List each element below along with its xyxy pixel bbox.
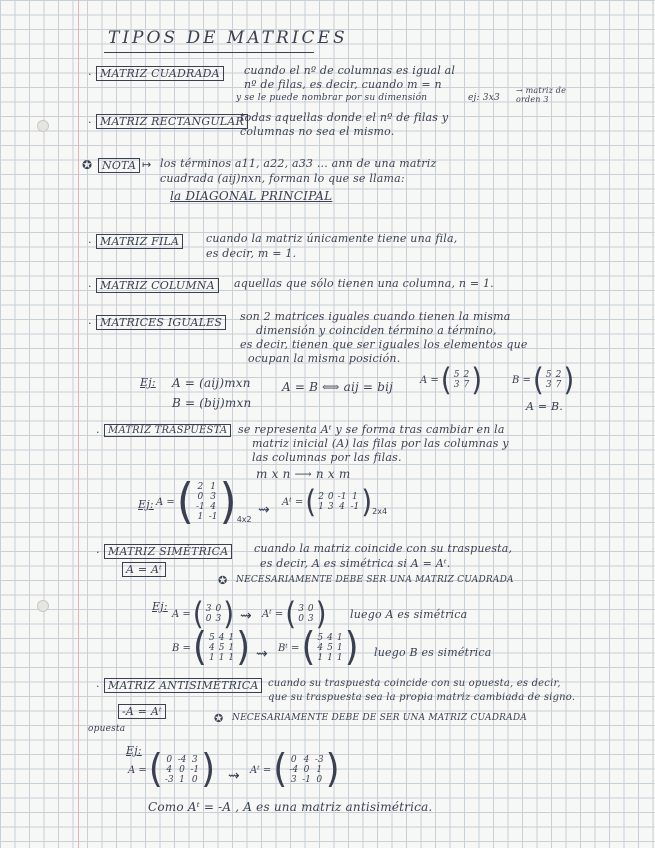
matrix-cell: 3 xyxy=(545,380,552,390)
matrix-row xyxy=(452,380,471,390)
matrix-body xyxy=(207,633,236,663)
antisimetrica-label: MATRIZ ANTISIMÉTRICA xyxy=(104,678,262,693)
matrix-cell: 4 xyxy=(327,633,333,643)
matrix-cell: 3 xyxy=(307,614,314,624)
matrix-simetrica-b: B = ( 5 4 1 4 5 1 1 1 1 ) xyxy=(172,624,251,670)
matrix-traspuesta-a: A = ( 2 1 0 3 -1 4 1 -1 ) 4x2 xyxy=(156,473,252,530)
simetrica-necesario: NECESARIAMENTE DEBE SER UNA MATRIZ CUADRADA xyxy=(236,575,514,585)
matrix-row xyxy=(207,643,236,653)
matrix-cell: 4 xyxy=(166,765,173,775)
binder-hole xyxy=(37,600,49,612)
matrix-cell: -1 xyxy=(190,765,200,775)
traspuesta-ej: Ej: xyxy=(138,498,154,511)
page-title: TIPOS DE MATRICES xyxy=(108,28,348,48)
matrix-cell: 7 xyxy=(463,380,470,390)
matrix-body xyxy=(316,492,361,512)
matrix-row xyxy=(194,492,220,502)
matrix-cell: 4 xyxy=(317,643,324,653)
rectangular-line2: columnas no sea el mismo. xyxy=(240,125,395,138)
matrix-traspuesta-at: Aᵗ = ( 2 0 -1 1 1 3 4 -1 ) 2x4 xyxy=(282,483,388,520)
simetrica-line2: es decir, A es simétrica si A = Aᵗ. xyxy=(260,557,451,570)
bullet: · xyxy=(96,426,100,439)
matrix-iguales-a: A = ( 5 2 3 7 ) xyxy=(420,361,483,398)
nota-line1: los términos a11, a22, a33 ... ann de una matriz xyxy=(160,157,437,170)
traspuesta-line1: se representa Aᵗ y se forma tras cambiar en la xyxy=(238,423,505,436)
cuadrada-line3: y se le puede nombrar por su dimensión xyxy=(236,93,428,103)
nota-line2: cuadrada (aij)nxn, forman lo que se llama: xyxy=(160,172,405,185)
matrix-cell: 5 xyxy=(218,643,225,653)
fila-line1: cuando la matriz únicamente tiene una fila, xyxy=(206,232,458,245)
iguales-line1: son 2 matrices iguales cuando tienen la misma xyxy=(240,310,511,323)
bullet: · xyxy=(88,280,92,293)
columna-line1: aquellas que sólo tienen una columna, n = 1. xyxy=(234,277,494,290)
matrix-row xyxy=(163,765,201,775)
matrix-cell: 0 xyxy=(166,755,173,765)
star-icon: ✪ xyxy=(214,712,224,725)
traspuesta-line3: las columnas por las filas. xyxy=(252,451,402,464)
matrix-cell: 5 xyxy=(545,370,552,380)
matrix-row xyxy=(296,604,315,614)
matrix-row xyxy=(287,775,325,785)
matrix-simetrica-at: Aᵗ = ( 3 0 0 3 ) xyxy=(262,595,327,632)
matrix-body xyxy=(204,604,223,624)
matrix-cell: 0 xyxy=(205,614,212,624)
matrix-cell: 1 xyxy=(316,765,323,775)
matrix-cell: 4 xyxy=(303,755,310,765)
antisimetrica-ej: Ej: xyxy=(126,744,142,757)
matrix-cell: 1 xyxy=(210,482,216,492)
matrix-body xyxy=(163,755,201,785)
matrix-row xyxy=(194,482,220,492)
matrix-cell: 0 xyxy=(191,775,198,785)
matrix-cell: 1 xyxy=(179,775,185,785)
matrix-cell: -3 xyxy=(164,775,174,785)
arrow-right-icon: ↦ xyxy=(142,158,152,171)
simetrica-b-result: luego B es simétrica xyxy=(374,646,492,659)
simetrica-a-result: luego A es simétrica xyxy=(350,608,468,621)
matrix-cell: 1 xyxy=(351,492,358,502)
matrix-row xyxy=(315,653,344,663)
matrix-cell: 1 xyxy=(327,653,333,663)
matrix-cell: 3 xyxy=(290,775,297,785)
matrix-cell: 3 xyxy=(205,604,212,614)
matrix-cell: 1 xyxy=(336,643,343,653)
cuadrada-example: ej: 3x3 xyxy=(468,93,500,103)
matrix-iguales-b: B = ( 5 2 3 7 ) xyxy=(512,361,575,398)
matrix-cell: 1 xyxy=(197,512,204,522)
matrix-cell: -1 xyxy=(337,492,347,502)
iguales-ej: Ej: xyxy=(140,376,156,389)
simetrica-ej: Ej: xyxy=(152,600,168,613)
matrix-cell: 5 xyxy=(453,370,460,380)
nota-line3: la DIAGONAL PRINCIPAL xyxy=(170,189,333,203)
iguales-b-def: B = (bij)mxn xyxy=(172,396,252,410)
matrix-antisimetrica-a: A = ( 0 -4 3 4 0 -1 -3 1 0 ) xyxy=(128,746,216,792)
matrix-cell: 0 xyxy=(179,765,185,775)
matrix-row xyxy=(315,643,344,653)
matrix-body xyxy=(287,755,325,785)
fila-label: MATRIZ FILA xyxy=(96,234,183,249)
matrix-cell: 2 xyxy=(318,492,324,502)
title-underline xyxy=(104,52,314,53)
antisimetrica-conclusion: Como Aᵗ = -A , A es una matriz antisimétrica. xyxy=(148,800,433,814)
matrix-cell: 2 xyxy=(463,370,470,380)
matrix-row xyxy=(287,765,325,775)
matrix-cell: 4 xyxy=(208,643,215,653)
matrix-cell: 1 xyxy=(228,643,235,653)
matrix-cell: 1 xyxy=(336,633,343,643)
matrix-cell: -4 xyxy=(177,755,187,765)
antisimetrica-opuesta: opuesta xyxy=(88,724,126,734)
matrix-cell: 0 xyxy=(197,492,204,502)
matrix-body xyxy=(544,370,563,390)
notebook-margin-line xyxy=(78,0,79,848)
matrix-row xyxy=(163,755,201,765)
matrix-cell: 4 xyxy=(218,633,225,643)
binder-hole xyxy=(37,120,49,132)
bullet: · xyxy=(88,68,92,81)
matrix-cell: 1 xyxy=(317,653,324,663)
matrix-cell: 1 xyxy=(228,653,235,663)
iguales-a-def: A = (aij)mxn xyxy=(172,376,251,390)
matrix-row xyxy=(194,502,220,512)
matrix-cell: 1 xyxy=(208,653,215,663)
matrix-cell: 2 xyxy=(197,482,204,492)
squiggle-arrow-icon: ⇝ xyxy=(240,608,252,624)
bullet: · xyxy=(88,317,92,330)
columna-label: MATRIZ COLUMNA xyxy=(96,278,219,293)
matrix-cell: 0 xyxy=(316,775,323,785)
matrix-cell: 3 xyxy=(210,492,216,502)
matrix-cell: 0 xyxy=(290,755,297,765)
matrix-cell: 1 xyxy=(336,653,343,663)
matrix-cell: 0 xyxy=(298,614,304,624)
matrix-row xyxy=(315,633,344,643)
matrix-cell: 7 xyxy=(555,380,562,390)
matrix-row xyxy=(207,633,236,643)
matrix-body xyxy=(194,482,220,522)
antisimetrica-line1: cuando su traspuesta coincide con su opuesta, es decir, xyxy=(268,678,561,689)
matrix-row xyxy=(544,380,563,390)
matrix-row xyxy=(207,653,236,663)
matrix-cell: 1 xyxy=(228,633,235,643)
matrix-cell: -1 xyxy=(208,512,218,522)
traspuesta-dims: m x n ⟶ n x m xyxy=(256,467,351,481)
matrix-body xyxy=(296,604,315,624)
matrix-row xyxy=(287,755,325,765)
matrix-simetrica-bt: Bᵗ = ( 5 4 1 4 5 1 1 1 1 ) xyxy=(278,624,359,670)
cuadrada-label: MATRIZ CUADRADA xyxy=(96,66,224,81)
matrix-row xyxy=(296,614,315,624)
matrix-cell: 3 xyxy=(453,380,460,390)
cuadrada-line1: cuando el nº de columnas es igual al xyxy=(244,64,456,77)
rectangular-line1: todas aquellas donde el nº de filas y xyxy=(240,111,449,124)
iguales-equiv: A = B ⟺ aij = bij xyxy=(282,380,394,394)
matrix-row xyxy=(316,502,361,512)
rectangular-label: MATRIZ RECTANGULAR xyxy=(96,114,248,129)
matrix-row xyxy=(204,604,223,614)
traspuesta-line2: matriz inicial (A) las filas por las columnas y xyxy=(252,437,509,450)
matrix-body xyxy=(315,633,344,663)
squiggle-arrow-icon: ⇝ xyxy=(228,768,240,784)
simetrica-label: MATRIZ SIMÉTRICA xyxy=(104,544,232,559)
matrix-cell: 5 xyxy=(317,633,324,643)
matrix-row xyxy=(544,370,563,380)
matrix-row xyxy=(316,492,361,502)
matrix-row xyxy=(194,512,220,522)
bullet: · xyxy=(88,116,92,129)
matrix-cell: 0 xyxy=(303,765,310,775)
star-icon: ✪ xyxy=(82,158,93,172)
matrix-cell: 0 xyxy=(215,604,222,614)
simetrica-line1: cuando la matriz coincide con su traspuesta, xyxy=(254,542,513,555)
matrix-cell: -1 xyxy=(350,502,360,512)
nota-label: NOTA xyxy=(98,158,140,173)
matrix-cell: 4 xyxy=(339,502,345,512)
bullet: · xyxy=(96,680,100,693)
iguales-result: A = B. xyxy=(526,400,563,413)
matrix-cell: 5 xyxy=(208,633,215,643)
matrix-cell: 3 xyxy=(191,755,198,765)
star-icon: ✪ xyxy=(218,574,228,587)
matrix-cell: 5 xyxy=(327,643,333,653)
fila-line2: es decir, m = 1. xyxy=(206,247,297,260)
matrix-antisimetrica-at: Aᵗ = ( 0 4 -3 -4 0 1 3 -1 0 ) xyxy=(250,746,340,792)
matrix-cell: 1 xyxy=(318,502,324,512)
matrix-cell: -1 xyxy=(302,775,311,785)
iguales-line4: ocupan la misma posición. xyxy=(248,352,401,365)
matrix-body xyxy=(452,370,471,390)
matrix-cell: 3 xyxy=(215,614,222,624)
matrix-cell: -1 xyxy=(195,502,205,512)
cuadrada-line2: nº de filas, es decir, cuando m = n xyxy=(244,78,442,91)
squiggle-arrow-icon: ⇝ xyxy=(258,502,270,518)
matrix-cell: 2 xyxy=(555,370,562,380)
squiggle-arrow-icon: ⇝ xyxy=(256,646,268,662)
matrix-cell: -4 xyxy=(289,765,299,775)
iguales-label: MATRICES IGUALES xyxy=(96,315,226,330)
bullet: · xyxy=(96,546,100,559)
antisimetrica-line2: que su traspuesta sea la propia matriz cambiada de signo. xyxy=(268,692,576,703)
matrix-row xyxy=(452,370,471,380)
antisimetrica-necesario: NECESARIAMENTE DEBE DE SER UNA MATRIZ CUADRADA xyxy=(232,713,527,723)
matrix-cell: -3 xyxy=(314,755,324,765)
bullet: · xyxy=(88,236,92,249)
matrix-row xyxy=(204,614,223,624)
traspuesta-label: MATRIZ TRASPUESTA xyxy=(104,424,231,437)
matrix-cell: 3 xyxy=(327,502,334,512)
matrix-row xyxy=(163,775,201,785)
iguales-line2: dimensión y coinciden término a término, xyxy=(256,324,497,337)
iguales-line3: es decir, tienen que ser iguales los elementos que xyxy=(240,338,528,351)
matrix-cell: 3 xyxy=(298,604,304,614)
matrix-cell: 0 xyxy=(327,492,334,502)
antisimetrica-formula: -A = Aᵗ xyxy=(118,704,166,719)
matrix-simetrica-a: A = ( 3 0 0 3 ) xyxy=(172,595,235,632)
matrix-cell: 0 xyxy=(307,604,314,614)
matrix-cell: 1 xyxy=(218,653,225,663)
matrix-cell: 4 xyxy=(210,502,216,512)
cuadrada-arrow-note: → matriz de orden 3 xyxy=(516,86,567,104)
simetrica-formula: A = Aᵗ xyxy=(122,562,166,577)
